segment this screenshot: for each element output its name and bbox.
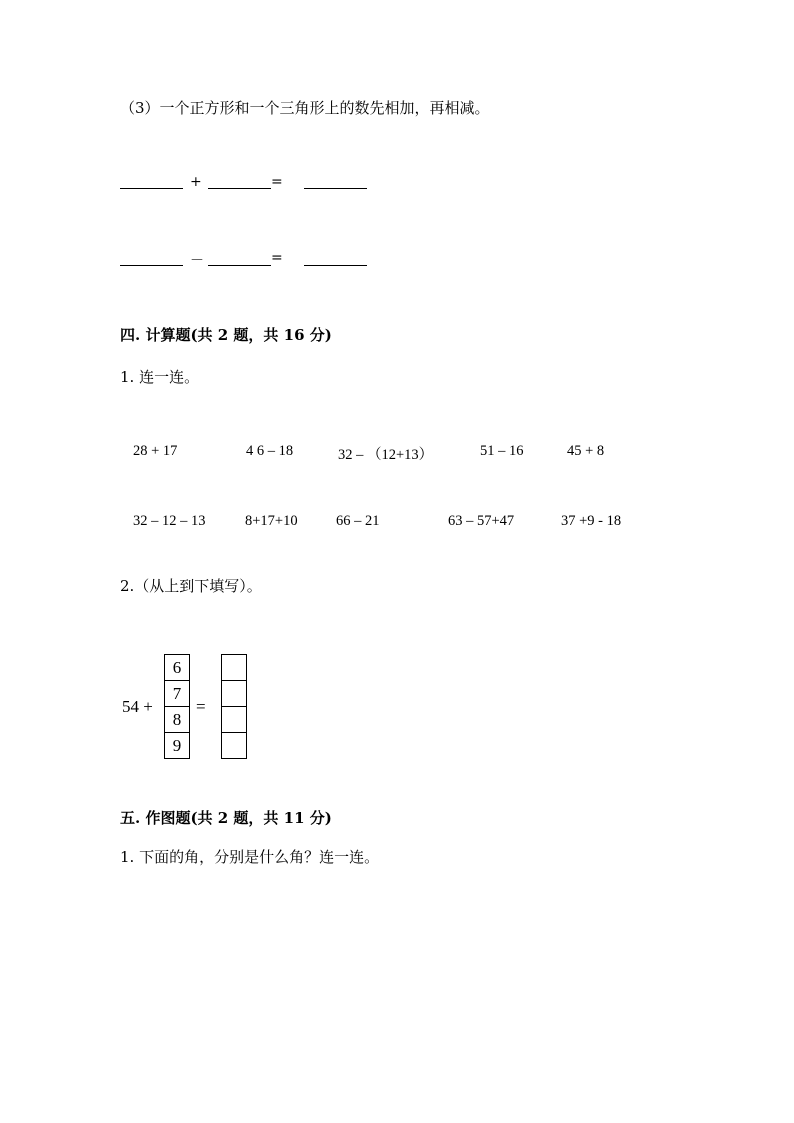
plus-sign: + <box>190 174 202 190</box>
question-2-label: 2.（从上到下填写）。 <box>120 577 262 595</box>
expression-item[interactable]: 63 – 57+47 <box>448 513 515 529</box>
expression-item[interactable]: 37 +9 - 18 <box>561 513 622 529</box>
digit-cell: 7 <box>164 681 190 707</box>
section-5-question-1-label: 1. 下面的角，分别是什么角？连一连。 <box>120 848 380 866</box>
addend-label: 54 + <box>122 697 153 716</box>
expression-item[interactable]: 45 + 8 <box>567 443 605 459</box>
answer-blank[interactable] <box>120 188 183 189</box>
answer-blank[interactable] <box>208 265 271 266</box>
expression-item[interactable]: 4 6 – 18 <box>246 443 294 459</box>
section-5-heading: 五. 作图题(共 2 题，共 11 分) <box>120 809 332 827</box>
answer-blank[interactable] <box>208 188 271 189</box>
expression-item[interactable]: 32 – 12 – 13 <box>133 513 206 529</box>
digit-cell: 9 <box>164 733 190 759</box>
expression-item[interactable]: 66 – 21 <box>336 513 380 529</box>
equals-sign: = <box>271 250 283 266</box>
answer-blank[interactable] <box>304 188 367 189</box>
equals-sign: = <box>196 697 206 716</box>
expression-item[interactable]: 28 + 17 <box>133 443 178 459</box>
answer-blank[interactable] <box>120 265 183 266</box>
expression-item[interactable]: 51 – 16 <box>480 443 524 459</box>
digit-cell: 6 <box>164 654 190 681</box>
digit-column <box>164 654 190 759</box>
minus-sign: － <box>190 253 204 269</box>
expression-item[interactable]: 8+17+10 <box>245 513 298 529</box>
section-4-heading: 四. 计算题(共 2 题，共 16 分) <box>120 326 332 344</box>
expression-item[interactable]: 32 – （12+13） <box>338 447 434 463</box>
question-1-label: 1. 连一连。 <box>120 368 200 386</box>
answer-cell[interactable] <box>221 733 247 759</box>
equals-sign: = <box>271 174 283 190</box>
answer-column <box>221 654 247 759</box>
answer-cell[interactable] <box>221 681 247 707</box>
answer-blank[interactable] <box>304 265 367 266</box>
digit-cell: 8 <box>164 707 190 733</box>
answer-cell[interactable] <box>221 654 247 681</box>
answer-cell[interactable] <box>221 707 247 733</box>
sub-question-3-text: （3）一个正方形和一个三角形上的数先相加，再相减。 <box>120 99 490 117</box>
